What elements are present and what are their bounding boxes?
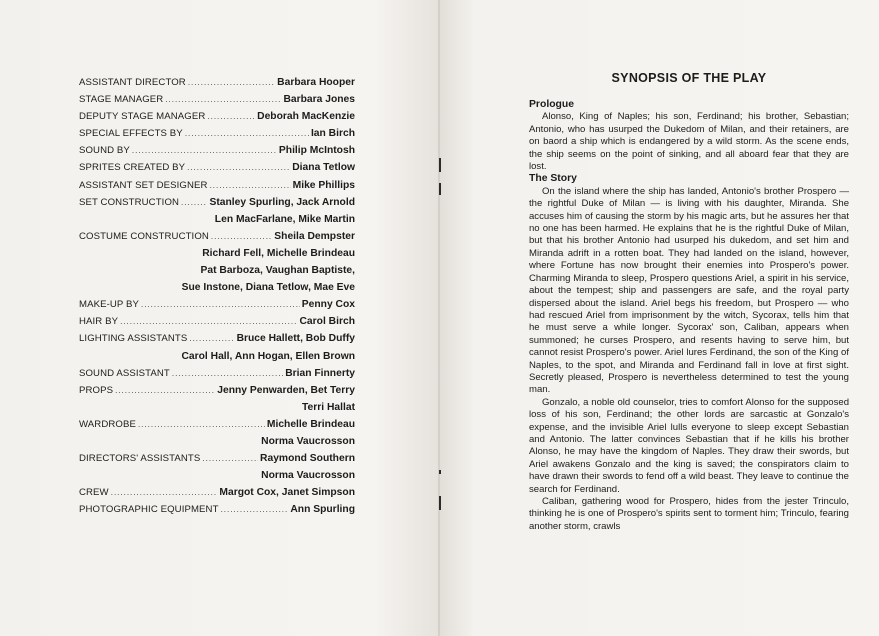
credit-role: MAKE-UP BY <box>79 299 140 311</box>
credit-entry <box>79 228 355 296</box>
dot-leader <box>138 416 265 433</box>
credit-name: Penny Cox <box>301 299 355 311</box>
credit-role: DIRECTORS' ASSISTANTS <box>79 453 201 465</box>
credit-name: Sheila Dempster <box>274 230 355 242</box>
credit-name-continued: Terri Hallat <box>301 401 355 413</box>
staple-mark-dot <box>439 470 441 474</box>
credit-entry <box>79 365 355 382</box>
credit-row <box>79 159 355 176</box>
credit-name: Bruce Hallett, Bob Duffy <box>236 333 355 345</box>
dot-leader <box>188 74 275 91</box>
synopsis-title: SYNOPSIS OF THE PLAY <box>611 71 767 85</box>
credit-entry <box>79 330 355 364</box>
dot-leader <box>202 450 258 467</box>
credit-name-continued: Norma Vaucrosson <box>261 435 355 447</box>
credit-entry <box>79 91 355 108</box>
credit-row <box>79 296 355 313</box>
credit-name: Barbara Jones <box>283 94 355 106</box>
credit-entry <box>79 74 355 91</box>
credit-name: Mike Phillips <box>292 179 355 191</box>
credit-row <box>79 125 355 142</box>
staple-mark-upper-2 <box>439 183 441 195</box>
dot-leader <box>189 330 234 347</box>
dot-leader <box>115 382 215 399</box>
credit-name: Diana Tetlow <box>292 162 355 174</box>
credit-name: Barbara Hooper <box>277 77 355 88</box>
story-heading: The Story <box>529 173 577 185</box>
credit-name: Philip McIntosh <box>278 145 355 157</box>
dot-leader <box>172 365 283 382</box>
credit-name: Ian Birch <box>310 128 355 140</box>
credit-entry <box>79 142 355 159</box>
credit-name-continued: Carol Hall, Ann Hogan, Ellen Brown <box>181 350 355 362</box>
credit-entry <box>79 501 355 518</box>
dot-leader <box>165 91 281 108</box>
story-paragraph-3: Caliban, gathering wood for Prospero, hides from the jester Trinculo, thinking he is one of Prospero's spirits sent to torment him; Trinculo, fearing another storm, crawls <box>529 496 849 532</box>
story-paragraph-2: Gonzalo, a noble old counselor, tries to comfort Alonso for the supposed loss of his son, Ferdinand; the other lords are sarcastic at Gonzalo's expense, and the invisible Ariel lulls everyone to sleep except Sebastian and Antonio. The latter convinces Sebastian that if he kills his brother Alonso, he may have the kingdom of Naples. They draw their swords, but Ariel awakens Gonzalo and the king is saved; the conspirators claim to have drawn their swords to fend off a wild beast. They leave to continue the search for Ferdinand. <box>529 396 849 495</box>
credit-name: Brian Finnerty <box>285 367 355 379</box>
credit-row <box>79 330 355 347</box>
credit-row <box>79 142 355 159</box>
credit-entry <box>79 159 355 176</box>
credit-row <box>79 108 355 125</box>
credit-entry <box>79 313 355 330</box>
credit-row <box>79 177 355 194</box>
right-page <box>440 0 879 636</box>
credit-name-continued: Len MacFarlane, Mike Martin <box>214 213 355 225</box>
credit-entry <box>79 125 355 142</box>
dot-leader <box>221 501 289 518</box>
dot-leader <box>211 228 272 245</box>
credit-role: ASSISTANT SET DESIGNER <box>79 179 208 191</box>
credit-entry <box>79 416 355 450</box>
credit-name: Michelle Brindeau <box>266 418 355 430</box>
dot-leader <box>111 484 218 501</box>
credit-row <box>79 228 355 245</box>
credit-name-continued: Richard Fell, Michelle Brindeau <box>202 247 355 259</box>
credit-row <box>79 450 355 467</box>
credit-role: PHOTOGRAPHIC EQUIPMENT <box>79 504 219 516</box>
credit-row <box>79 74 355 91</box>
prologue-heading: Prologue <box>529 99 575 110</box>
credit-name: Margot Cox, Janet Simpson <box>219 487 355 499</box>
credit-entry <box>79 382 355 416</box>
dot-leader <box>187 159 290 176</box>
credit-row <box>79 501 355 518</box>
synopsis-section <box>529 71 849 533</box>
credit-role: SOUND ASSISTANT <box>79 367 170 379</box>
credit-entry <box>79 450 355 484</box>
credits-list <box>79 74 355 518</box>
credit-row <box>79 313 355 330</box>
credit-name-continued: Norma Vaucrosson <box>261 470 355 482</box>
credit-name: Stanley Spurling, Jack Arnold <box>209 196 355 208</box>
dot-leader <box>141 296 300 313</box>
credit-entry <box>79 484 355 501</box>
story-paragraph-1: On the island where the ship has landed, Antonio's brother Prospero — the rightful Duke of Milan — is living with his daughter, Miranda. She accuses him of causing the storm by his magic arts, but he assures her that no one has been harmed. He explains that he is the rightful Duke of Milan, but that his brother Antonio had usurped his dukedom, and set him and Miranda adrift in a rotten boat. They had landed on the island, however, where Fortune has now brought their enemies into Prospero's power. Charming Miranda to sleep, Prospero questions Ariel, a spirit in his service, about the tempest; ship and passengers are safe, and the royal party dispersed about the island. Ariel begs his freedom, but Prospero — who had rescued Ariel from imprisonment by the witch, Sycorax, tells him that he must serve a while longer. Sycorax' son, Caliban, appears when summoned; he curses Prospero, and resents having to serve him, but cannot resist Prospero's power. Ariel lures Ferdinand, the son of the King of Naples, to the spot, and Miranda and Ferdinand fall in love at first sight. Secretly pleased, Prospero is nevertheless determined to test the young man. <box>529 185 849 396</box>
staple-mark-lower <box>439 496 441 510</box>
credit-name-continued: Pat Barboza, Vaughan Baptiste, <box>200 265 355 277</box>
credit-row <box>79 382 355 399</box>
credit-role: COSTUME CONSTRUCTION <box>79 230 209 242</box>
credit-role: STAGE MANAGER <box>79 94 164 106</box>
credit-role: CREW <box>79 487 109 499</box>
credit-entry <box>79 177 355 194</box>
dot-leader <box>132 142 277 159</box>
dot-leader <box>210 177 291 194</box>
credit-role: SPECIAL EFFECTS BY <box>79 128 183 140</box>
credit-name: Ann Spurling <box>290 504 355 516</box>
credit-role: SOUND BY <box>79 145 130 157</box>
credit-row <box>79 416 355 433</box>
credit-row <box>79 484 355 501</box>
credit-role: PROPS <box>79 384 114 396</box>
credit-role: SET CONSTRUCTION <box>79 196 180 208</box>
credit-role: LIGHTING ASSISTANTS <box>79 333 188 345</box>
credit-name: Raymond Southern <box>260 453 355 465</box>
staple-mark-upper <box>439 158 441 172</box>
prologue-paragraph: Alonso, King of Naples; his son, Ferdinand; his brother, Sebastian; Antonio, who has usurped the Dukedom of Milan, and their retainers, are on baord a ship which is endangered by a wild storm. As the scene ends, the ship seems on the point of sinking, and all aboard fear that they are lost. <box>529 111 849 173</box>
credit-name: Jenny Penwarden, Bet Terry <box>217 384 355 396</box>
dot-leader <box>207 108 255 125</box>
dot-leader <box>181 194 207 211</box>
credit-entry <box>79 108 355 125</box>
credit-role: DEPUTY STAGE MANAGER <box>79 111 206 123</box>
credit-row <box>79 194 355 211</box>
credit-role: ASSISTANT DIRECTOR <box>79 77 186 88</box>
credit-entry <box>79 296 355 313</box>
credit-role: WARDROBE <box>79 418 136 430</box>
dot-leader <box>185 125 309 142</box>
credit-entry <box>79 194 355 228</box>
credit-row <box>79 91 355 108</box>
credit-name: Carol Birch <box>299 316 355 328</box>
credit-name: Deborah MacKenzie <box>257 111 355 123</box>
credit-name-continued: Sue Instone, Diana Tetlow, Mae Eve <box>181 282 355 294</box>
dot-leader <box>120 313 297 330</box>
credit-role: HAIR BY <box>79 316 119 328</box>
credit-role: SPRITES CREATED BY <box>79 162 186 174</box>
credit-row <box>79 365 355 382</box>
